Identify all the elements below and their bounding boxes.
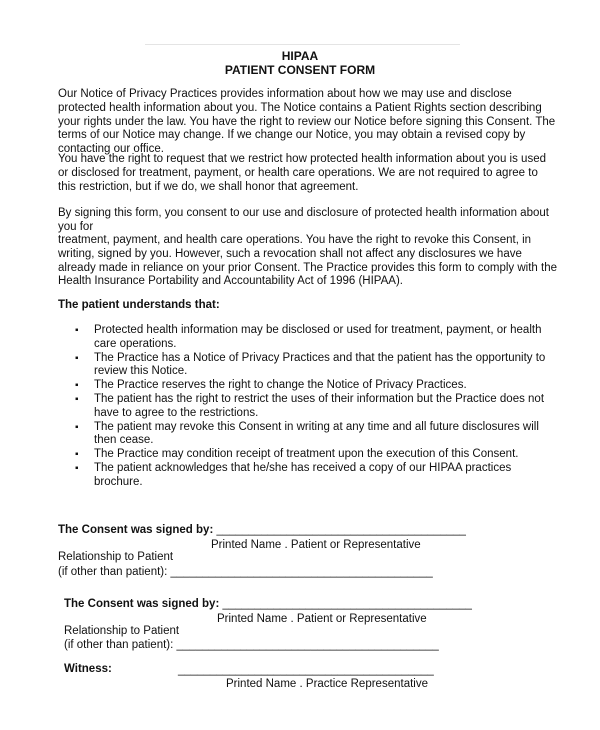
intro-paragraph-notice: Our Notice of Privacy Practices provides information about how we may use and disclose protected health information about you. The Notice contains a Patient Rights section describing your rights under the law. You have the right to review our Notice before signing this Consent. The terms of our Notice may change. If we change our Notice, you may obtain a revised copy by contacting our office. <box>58 88 556 156</box>
witness-label: Witness: <box>64 663 112 675</box>
list-item <box>58 324 558 352</box>
list-item <box>58 352 558 380</box>
list-item-text: The Practice has a Notice of Privacy Practices and that the patient has the opportunity to review this Notice. <box>94 351 546 378</box>
relationship-sub-label: (if other than patient): <box>64 639 174 651</box>
witness-caption: Printed Name . Practice Representative <box>226 678 428 690</box>
signature-line[interactable]: _______________________________________ <box>216 524 466 536</box>
relationship-line[interactable]: _________________________________________ <box>176 639 439 651</box>
witness-line[interactable]: ________________________________________ <box>178 664 434 676</box>
bullet-icon: ▪ <box>75 352 79 364</box>
relationship-label: Relationship to Patient <box>64 625 180 637</box>
form-subtitle: PATIENT CONSENT FORM <box>224 63 376 77</box>
bullet-icon: ▪ <box>75 380 79 392</box>
list-item <box>58 379 558 393</box>
relationship-row-1 <box>58 565 433 579</box>
understands-heading: The patient understands that: <box>58 299 220 311</box>
list-item-text: The patient may revoke this Consent in writing at any time and all future disclosures will then cease. <box>94 420 539 447</box>
list-item-text: The patient acknowledges that he/she has received a copy of our HIPAA practices brochure. <box>94 461 512 488</box>
list-item <box>58 462 558 490</box>
relationship-sub-label: (if other than patient): <box>58 566 168 578</box>
signature-row-2 <box>64 597 472 611</box>
printed-name-caption: Printed Name . Patient or Representative <box>217 613 427 625</box>
list-item-text: The patient has the right to restrict the uses of their information but the Practice does not have to agree to the restrictions. <box>94 392 545 419</box>
bullet-icon: ▪ <box>75 449 79 461</box>
bullet-icon: ▪ <box>75 421 79 433</box>
printed-name-caption: Printed Name . Patient or Representative <box>211 539 421 551</box>
list-item <box>58 393 558 421</box>
signature-line[interactable]: _______________________________________ <box>222 598 472 610</box>
list-item-text: The Practice reserves the right to change the Notice of Privacy Practices. <box>94 379 467 392</box>
understands-list <box>58 324 558 490</box>
form-title: HIPAA <box>281 49 319 63</box>
relationship-line[interactable]: _________________________________________ <box>170 566 433 578</box>
signed-by-label: The Consent was signed by: <box>58 524 214 536</box>
relationship-row-2 <box>64 638 439 652</box>
list-item-text: Protected health information may be disclosed or used for treatment, payment, or health care operations. <box>94 324 542 350</box>
signature-row-1 <box>58 523 466 537</box>
list-item <box>58 421 558 449</box>
intro-paragraph-consent: By signing this form, you consent to our use and disclosure of protected health information about you for <box>58 207 549 233</box>
bullet-icon: ▪ <box>75 462 79 474</box>
signed-by-label: The Consent was signed by: <box>64 598 220 610</box>
intro-paragraph-revocation: treatment, payment, and health care operations. You have the right to revoke this Consent, in writing, signed by you. However, such a revocation shall not affect any disclosures we have already made in reliance on your prior Consent. The Practice provides this form to comply with the Health Insurance Portability and Accountability Act of 1996 (HIPAA). <box>58 234 557 288</box>
relationship-label: Relationship to Patient <box>58 551 174 563</box>
bullet-icon: ▪ <box>75 325 79 336</box>
intro-paragraph-restriction: You have the right to request that we restrict how protected health information about you is used or disclosed for treatment, payment, or health care operations. We are not required to agree to this restriction, but if we do, we shall honor that agreement. <box>58 153 546 193</box>
header-divider <box>145 44 460 45</box>
list-item-text: The Practice may condition receipt of treatment upon the execution of this Consent. <box>94 448 519 461</box>
bullet-icon: ▪ <box>75 393 79 405</box>
list-item <box>58 448 558 462</box>
